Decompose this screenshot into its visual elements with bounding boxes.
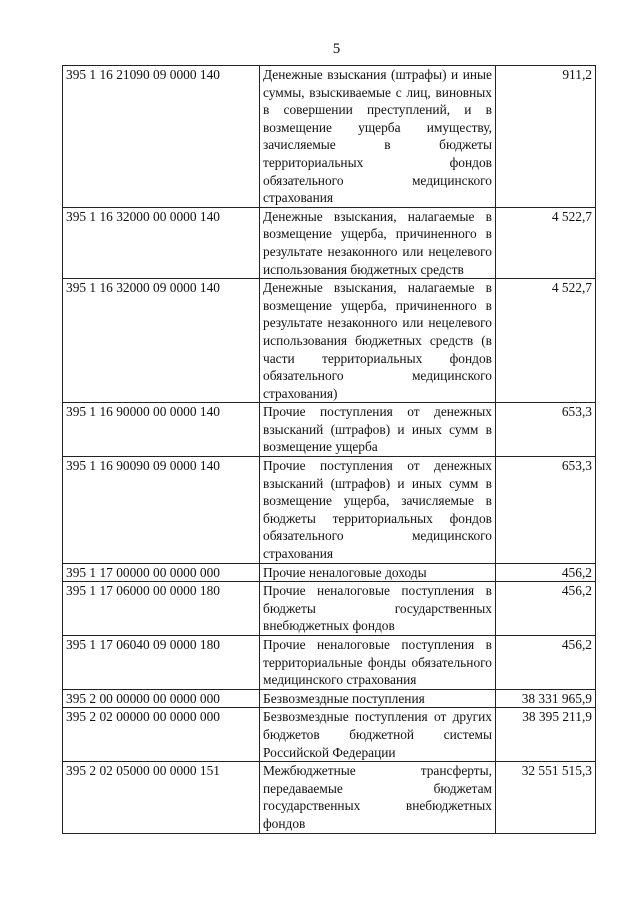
budget-code-cell: 395 1 17 00000 00 0000 000	[63, 563, 260, 582]
budget-code-cell: 395 2 00 00000 00 0000 000	[63, 689, 260, 708]
budget-code-cell: 395 2 02 00000 00 0000 000	[63, 708, 260, 762]
budget-code-cell: 395 2 02 05000 00 0000 151	[63, 762, 260, 833]
revenue-name-cell: Безвозмездные поступления	[260, 689, 496, 708]
amount-cell: 32 551 515,3	[496, 762, 596, 833]
amount-cell: 456,2	[496, 636, 596, 690]
table-row	[63, 403, 596, 457]
budget-code-cell: 395 1 16 90090 09 0000 140	[63, 457, 260, 564]
table-row	[63, 636, 596, 690]
budget-code-cell: 395 1 16 32000 00 0000 140	[63, 207, 260, 278]
amount-cell: 653,3	[496, 403, 596, 457]
table-row	[63, 457, 596, 564]
revenue-name-cell: Денежные взыскания, налагаемые в возмещение ущерба, причиненного в результате незаконного или нецелевого использования бюджетных средств (в части территориальных фондов обязательного медицинского страхования)	[260, 279, 496, 403]
table-row	[63, 207, 596, 278]
revenue-name-cell: Денежные взыскания (штрафы) и иные суммы, взыскиваемые с лиц, виновных в совершении преступлений, и в возмещение ущерба имуществу, зачисляемые в бюджеты территориальных фондов обязательного медицинского страхования	[260, 66, 496, 208]
table-row	[63, 66, 596, 208]
budget-code-cell: 395 1 17 06000 00 0000 180	[63, 582, 260, 636]
table-row	[63, 563, 596, 582]
revenue-name-cell: Прочие поступления от денежных взысканий (штрафов) и иных сумм в возмещение ущерба, зачисляемые в бюджеты территориальных фондов обязательного медицинского страхования	[260, 457, 496, 564]
table-row	[63, 762, 596, 833]
revenue-name-cell: Прочие неналоговые доходы	[260, 563, 496, 582]
budget-code-cell: 395 1 16 32000 09 0000 140	[63, 279, 260, 403]
budget-revenue-table	[62, 65, 596, 834]
revenue-name-cell: Прочие неналоговые поступления в бюджеты государственных внебюджетных фондов	[260, 582, 496, 636]
amount-cell: 38 331 965,9	[496, 689, 596, 708]
revenue-name-cell: Прочие поступления от денежных взысканий (штрафов) и иных сумм в возмещение ущерба	[260, 403, 496, 457]
budget-code-cell: 395 1 16 90000 00 0000 140	[63, 403, 260, 457]
revenue-name-cell: Денежные взыскания, налагаемые в возмещение ущерба, причиненного в результате незаконного или нецелевого использования бюджетных средств	[260, 207, 496, 278]
table-row	[63, 708, 596, 762]
amount-cell: 911,2	[496, 66, 596, 208]
budget-code-cell: 395 1 16 21090 09 0000 140	[63, 66, 260, 208]
revenue-name-cell: Безвозмездные поступления от других бюджетов бюджетной системы Российской Федерации	[260, 708, 496, 762]
amount-cell: 38 395 211,9	[496, 708, 596, 762]
amount-cell: 4 522,7	[496, 207, 596, 278]
revenue-name-cell: Межбюджетные трансферты, передаваемые бюджетам государственных внебюджетных фондов	[260, 762, 496, 833]
page-number: 5	[332, 41, 341, 57]
revenue-name-cell: Прочие неналоговые поступления в территориальные фонды обязательного медицинского страхования	[260, 636, 496, 690]
table-row	[63, 582, 596, 636]
amount-cell: 653,3	[496, 457, 596, 564]
budget-code-cell: 395 1 17 06040 09 0000 180	[63, 636, 260, 690]
amount-cell: 456,2	[496, 582, 596, 636]
amount-cell: 456,2	[496, 563, 596, 582]
table-row	[63, 279, 596, 403]
table-row	[63, 689, 596, 708]
amount-cell: 4 522,7	[496, 279, 596, 403]
